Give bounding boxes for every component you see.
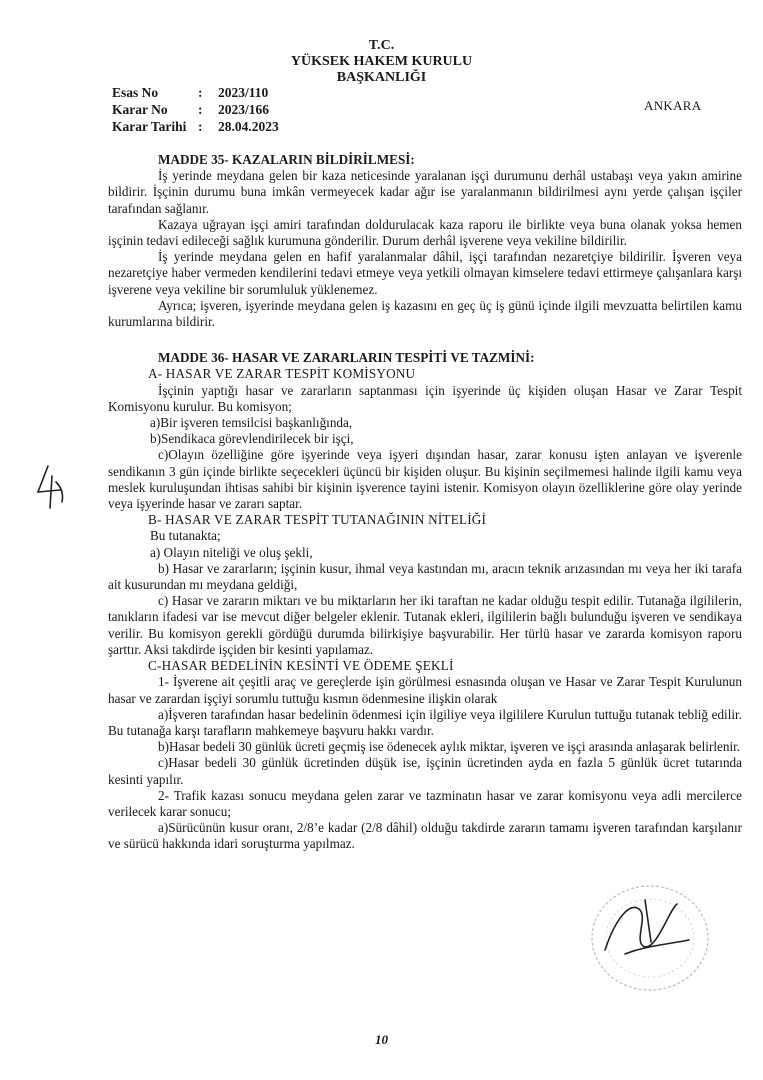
colon: : — [198, 85, 203, 100]
article-35-title: MADDE 35- KAZALARIN BİLDİRİLMESİ: — [158, 152, 415, 167]
paragraph: Ayrıca; işveren, işyerinde meydana gelen iş kazasını en geç üç iş günü içinde ilgili mevzuatta belirtilen kamu kurumlarına bildirir. — [108, 297, 742, 330]
paragraph: İşçinin yaptığı hasar ve zararların saptanması için işyerinde üç kişiden oluşan Hasar ve Zarar Tespit Komisyonu kurulur. Bu komisyon; — [108, 382, 742, 414]
paragraph: İş yerinde meydana gelen en hafif yaralanmalar dâhil, işçi tarafından nezaretçiye bildirilir. İşveren veya nezaretçiye haber vermeden kendilerini tedavi etmeye veya yetkili olmayan kimselere tedavi ettirmeye çalışanlara karşı işverene veya vekiline bir sorumluluk yüklenemez. — [108, 249, 742, 297]
list-item: c) Hasar ve zararın miktarı ve bu miktarların her iki taraftan ne kadar olduğu tespit edilir. Tutanağa ilgililerin, tanıkların ifadesi var ise mevcut diğer belgeler eklenir. Tutanak ekleri, ilgililerin bağlı bulunduğu işveren ve sendikaya verilir. Bu komisyon gerekli gördüğü durumda bilirkişiye başvurabilir. Her türlü hasar ve zararda komisyon raporu şarttır. Aksi takdirde işçiden bir kesinti yapılamaz. — [108, 593, 742, 657]
header-institution: YÜKSEK HAKEM KURULU — [290, 54, 473, 69]
tarih-label: Karar Tarihi — [112, 119, 187, 134]
esas-row — [112, 84, 279, 101]
header-presidency: BAŞKANLIĞI — [336, 70, 427, 85]
karar-row — [112, 101, 279, 118]
document-header — [0, 38, 763, 86]
paragraph: Bu tutanakta; — [150, 528, 221, 544]
paragraph: Kazaya uğrayan işçi amiri tarafından doldurulacak kaza raporu ile birlikte veya buna olanak yoksa hemen işçinin tedavi edileceği sağlık kurumuna gönderilir. Durum derhâl işverene veya vekiline bildirilir. — [108, 216, 742, 249]
city-label: ANKARA — [644, 98, 702, 113]
colon: : — [198, 119, 203, 134]
paragraph: İş yerinde meydana gelen bir kaza neticesinde yaralanan işçi durumunu derhâl ustabaşı veya yakın amirine bildirir. İşçinin durumu buna imkân vermeyecek kadar ağır ise yaralanmanın bildirilmesi aynı yerde çalışan işçiler tarafından sağlanır. — [108, 168, 742, 216]
document-body — [108, 150, 742, 853]
esas-label: Esas No — [112, 85, 159, 100]
tarih-value: 28.04.2023 — [218, 119, 279, 134]
case-metadata — [112, 84, 279, 135]
list-item: 1- İşverene ait çeşitli araç ve gereçlerde işin görülmesi esnasında oluşan ve Hasar ve Zarar Tespit Kurulunun hasar ve zarardan işçiyi sorumlu tuttuğu kısmın ödenmesine ilişkin olarak — [108, 674, 742, 706]
page-number: 10 — [375, 1032, 388, 1047]
list-item: 2- Trafik kazası sonucu meydana gelen zarar ve tazminatın hasar ve zarar komisyonu veya adli mercilerce verilecek karar sonucu; — [108, 787, 742, 819]
list-item: a)İşveren tarafından hasar bedelinin ödenmesi için ilgiliye veya ilgililere Kurulun tuttuğu tutanak tebliğ edilir. Bu tutanağa karşı tarafların mahkemeye başvuru hakkı vardır. — [108, 706, 742, 738]
karar-label: Karar No — [112, 102, 168, 117]
tarih-row — [112, 118, 279, 135]
list-item: c)Hasar bedeli 30 günlük ücretinden düşük ise, işçinin ücretinden ayda en fazla 5 günlük ücret tutarında kesinti yapılır. — [108, 755, 742, 787]
karar-value: 2023/166 — [218, 102, 270, 117]
section-a-title: A- HASAR VE ZARAR TESPİT KOMİSYONU — [148, 366, 416, 382]
handwritten-margin-mark — [30, 462, 70, 512]
list-item: a)Bir işveren temsilcisi başkanlığında, — [150, 415, 353, 431]
list-item: c)Olayın özelliğine göre işyerinde veya işyeri dışından hasar, zarar konusu işten anlayan ve işverenle sendikanın 3 gün içinde birlikte seçecekleri üçüncü bir kişiden oluşur. Bu kişinin seçilmemesi halinde ilgili kamu veya meslek kuruluşundan ihtisas sahibi bir kişinin işverence tayini istenir. Komisyon olayın özelliklerine göre olay yerinde veya işyerinde hasar ve zararı saptar. — [108, 447, 742, 512]
colon: : — [198, 102, 203, 117]
handwritten-signature — [585, 880, 705, 980]
article-36-title: MADDE 36- HASAR VE ZARARLARIN TESPİTİ VE TAZMİNİ: — [158, 350, 535, 366]
list-item: b)Hasar bedeli 30 günlük ücreti geçmiş ise ödenecek aylık miktar, işveren ve işçi arasında anlaşarak belirlenir. — [158, 739, 741, 755]
spacer — [108, 330, 742, 348]
section-b-title: B- HASAR VE ZARAR TESPİT TUTANAĞININ NİTELİĞİ — [148, 512, 487, 528]
list-item: a) Olayın niteliği ve oluş şekli, — [150, 544, 313, 560]
section-c-title: C-HASAR BEDELİNİN KESİNTİ VE ÖDEME ŞEKLİ — [148, 658, 454, 674]
list-item: a)Sürücünün kusur oranı, 2/8’e kadar (2/8 dâhil) olduğu takdirde zararın tamamı işveren tarafından karşılanır ve sürücü hakkında idari soruşturma yapılmaz. — [108, 820, 742, 852]
header-tc: T.C. — [368, 38, 395, 53]
list-item: b)Sendikaca görevlendirilecek bir işçi, — [150, 431, 354, 447]
esas-value: 2023/110 — [218, 85, 269, 100]
list-item: b) Hasar ve zararların; işçinin kusur, ihmal veya kastından mı, aracın teknik arızasından mı veya her iki tarafa ait kusurundan mı meydana geldiği, — [108, 560, 742, 593]
